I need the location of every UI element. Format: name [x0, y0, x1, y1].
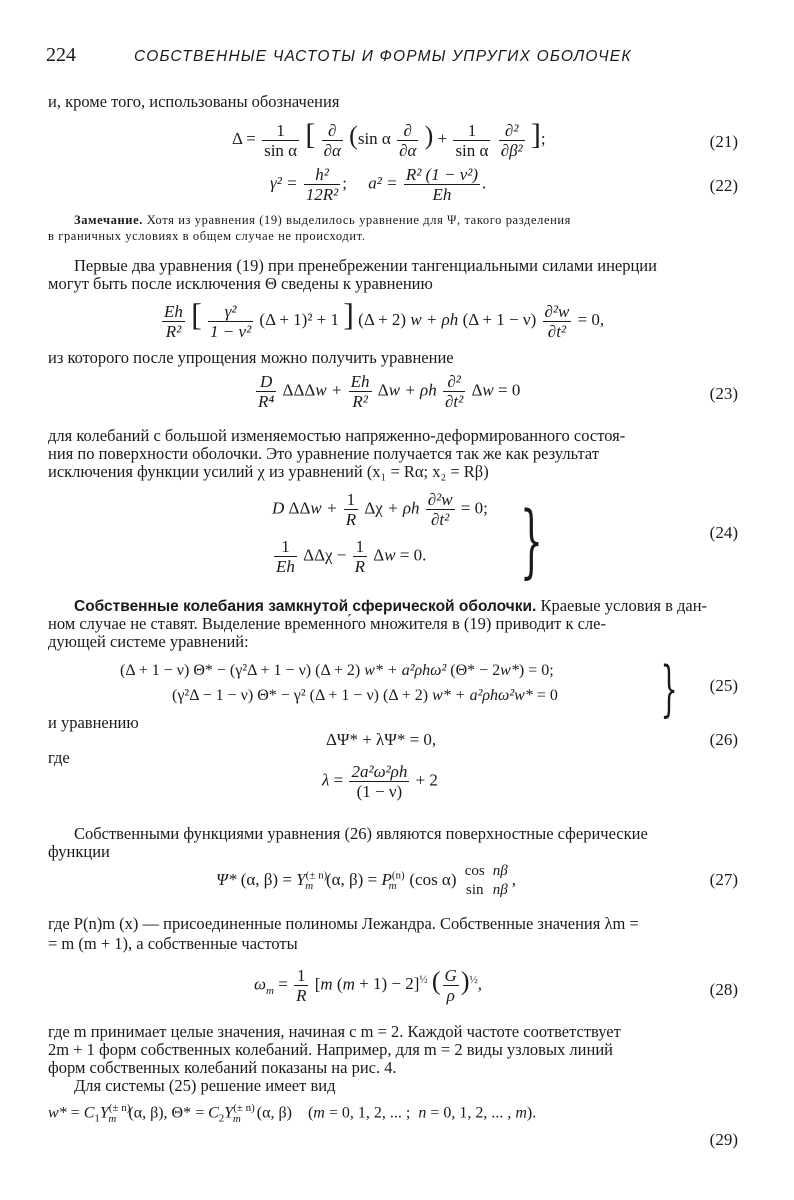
paragraph-9-line-1: где P(n)m (x) — присоединенные полиномы Лежандра. Собственные значения λm =: [48, 914, 639, 933]
section-paragraph-line-2: ном случае не ставят. Выделение временно́го множителя в (19) приводит к сле-: [48, 614, 606, 633]
equation-29: $w* = C_1Y^{(\pm n)}_m$ (α, β), $\Theta* = C_2Y^{(\pm n)}_m$ (α, β) (m = 0, 1, 2, ... ; n = 0, 1, 2, ... , m).: [48, 1102, 537, 1125]
paragraph-4-line-1: для колебаний с большой изменяемостью напряженно-деформированного состоя-: [48, 426, 626, 445]
equation-24a: D ΔΔw + $\frac{1}{R}$ Δχ + ρh $\frac{\text{∂²w}}{\text{∂t²}}$ = 0;: [272, 490, 488, 529]
paragraph-10-line-1: где m принимает целые значения, начиная с m = 2. Каждой частоте соответствует: [48, 1022, 621, 1041]
equation-25b: (γ²Δ − 1 − ν) Θ* − γ² (Δ + 1 − ν) (Δ + 2) w* + a²ρhω²w* = 0: [172, 687, 558, 704]
paragraph-9-line-2: = m (m + 1), а собственные частоты: [48, 934, 298, 953]
paragraph-where: где: [48, 748, 70, 767]
paragraph-4-line-2: ния по поверхности оболочки. Это уравнение получается так же как результат: [48, 444, 600, 463]
section-title: Собственные колебания замкнутой сферической оболочки.: [74, 598, 537, 615]
equation-27: Ψ* (α, $\beta) = Y^{(\pm n)}_m$ (α, $\beta) = P^{(n)}_m$ (cos α) cos sin nβ nβ ,: [216, 863, 516, 898]
equation-29-number: (29): [709, 1130, 738, 1149]
equation-23-number: (23): [709, 384, 738, 403]
paragraph-and-equation: и уравнению: [48, 713, 139, 732]
equation-24-brace: }: [519, 494, 543, 587]
paragraph-8-line-2: функции: [48, 842, 110, 861]
equation-28-number: (28): [709, 980, 738, 999]
paragraph-10-line-3: форм собственных колебаний показаны на рис. 4.: [48, 1058, 397, 1077]
equation-28: $\omega_m$ = $\frac{1}{R}$ [m (m + 1) − 2]$^{\frac{1}{2}}$ ( $\frac{G}{\rho}$ )$^{\frac{1}{2}}$,: [254, 966, 482, 1005]
equation-23: $\frac{D}{\text{R⁴}}$ ΔΔΔw + $\frac{Eh}{\text{R²}}$ Δw + ρh $\frac{\text{∂²}}{\text{∂t²}}$ Δw = 0: [258, 372, 521, 411]
paragraph-2-line-2: могут быть после исключения Θ сведены к уравнению: [48, 274, 433, 293]
section-text: Краевые условия в дан-: [540, 596, 708, 615]
equation-27-number: (27): [709, 870, 738, 889]
paragraph-10-line-2: 2m + 1 форм собственных колебаний. Например, для m = 2 виды узловых линий: [48, 1040, 613, 1059]
equation-21: Δ = $\frac{1}{\text{sin α}}$ [ $\frac{\partial}{\partial\alpha}$ (sin α $\frac{\partial}{\partial\alpha}$ ) + $\frac{1}{\text{sin α}}$ $\frac{\text{∂²}}{\text{∂β²}}$ ];: [232, 118, 546, 160]
equation-22: γ² = $\frac{\text{h²}}{\text{12R²}}$ ; a² = $\frac{\text{R² (1 − ν²)}}{Eh}$ .: [270, 165, 487, 204]
running-header: СОБСТВЕННЫЕ ЧАСТОТЫ И ФОРМЫ УПРУГИХ ОБОЛОЧЕК: [134, 48, 632, 65]
equation-26-number: (26): [709, 730, 738, 749]
section-paragraph-line-1: [74, 596, 738, 616]
remark-text-1: Хотя из уравнения (19) выделилось уравнение для Ψ, такого разделения: [146, 213, 572, 227]
equation-24-number: (24): [709, 523, 738, 542]
equation-26: ΔΨ* + λΨ* = 0,: [326, 730, 437, 749]
paragraph-notation-intro: и, кроме того, использованы обозначения: [48, 92, 340, 111]
paragraph-8-line-1: Собственными функциями уравнения (26) являются поверхностные сферические: [74, 824, 648, 843]
page-number: 224: [46, 44, 76, 66]
section-paragraph-line-3: дующей системе уравнений:: [48, 632, 249, 651]
paragraph-4-line-3: исключения функции усилий χ из уравнений (x₁ = Rα; x₂ = Rβ): [48, 462, 489, 481]
remark-line-2: в граничных условиях в общем случае не происходит.: [48, 229, 366, 243]
equation-unnumbered: $\frac{Eh}{\text{R²}}$ [ $\frac{\text{γ²}}{\text{1 − ν²}}$ (Δ + 1)² + 1 ] (Δ + 2) w + ρh (Δ + 1 − ν) $\frac{\text{∂²w}}{\text{∂t²}}$ = 0,: [164, 296, 605, 341]
equation-22-number: (22): [709, 176, 738, 195]
remark-label: Замечание.: [74, 213, 143, 227]
equation-lambda: λ = $\frac{\text{2a²ω²ρh}}{(1 - \nu)}$ + 2: [322, 762, 438, 801]
remark-line-1: [74, 213, 738, 228]
equation-24b: $\frac{1}{Eh}$ ΔΔχ − $\frac{1}{R}$ Δw = 0.: [276, 537, 427, 576]
equation-25-number: (25): [709, 676, 738, 695]
paragraph-11: Для системы (25) решение имеет вид: [74, 1076, 336, 1095]
equation-25a: (Δ + 1 − ν) Θ* − (γ²Δ + 1 − ν) (Δ + 2) w* + a²ρhω² (Θ* − 2w*) = 0;: [120, 662, 554, 679]
equation-25-brace: }: [660, 654, 678, 724]
paragraph-3: из которого после упрощения можно получить уравнение: [48, 348, 454, 367]
paragraph-2-line-1: Первые два уравнения (19) при пренебрежении тангенциальными силами инерции: [74, 256, 657, 275]
equation-21-number: (21): [709, 132, 738, 151]
